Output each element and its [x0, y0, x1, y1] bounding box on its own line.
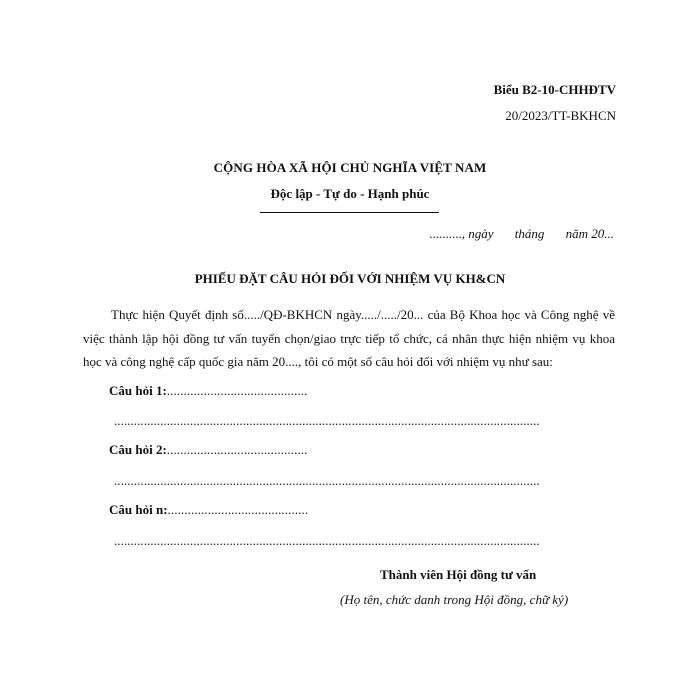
question-label-text: Câu hỏi 2:: [109, 442, 167, 457]
signer-note: (Họ tên, chức danh trong Hội đồng, chữ ký): [340, 592, 569, 607]
question-1-label: [109, 383, 308, 399]
form-code: Biểu B2-10-CHHĐTV: [493, 82, 616, 97]
question-2-answer-line: .................................................................................................................................: [114, 473, 540, 488]
question-label-dots: ..........................................: [167, 502, 309, 517]
date-place: ..........,: [429, 226, 465, 241]
question-1-answer-line: .................................................................................................................................: [114, 413, 540, 428]
circular-reference: 20/2023/TT-BKHCN: [505, 108, 616, 123]
date-day-label: ngày: [468, 226, 494, 241]
date-line: [429, 226, 614, 242]
signer-title: Thành viên Hội đồng tư vấn: [380, 567, 537, 582]
question-n-answer-line: .................................................................................................................................: [114, 533, 540, 548]
question-label-dots: ..........................................: [166, 383, 308, 398]
document-title: PHIẾU ĐẶT CÂU HỎI ĐỐI VỚI NHIỆM VỤ KH&CN: [194, 271, 506, 286]
date-month-label: tháng: [514, 226, 545, 241]
question-n-label: [109, 502, 308, 518]
question-label-text: Câu hỏi n:: [109, 502, 168, 517]
question-label-text: Câu hỏi 1:: [109, 383, 167, 398]
question-2-label: [109, 442, 308, 458]
intro-paragraph: Thực hiện Quyết định số...../QĐ-BKHCN ngày...../...../20... của Bộ Khoa học và Công nghệ về việc thành lập hội đồng tư vấn tuyển chọn/giao trực tiếp tổ chức, cá nhân thực hiện nhiệm vụ khoa học và công nghệ cấp quốc gia năm 20...., tôi có một số câu hỏi đối với nhiệm vụ như sau:: [83, 307, 615, 369]
motto-underline: [260, 212, 439, 213]
date-year-label: năm 20...: [565, 226, 614, 241]
question-label-dots: ..........................................: [166, 442, 308, 457]
national-title: CỘNG HÒA XÃ HỘI CHỦ NGHĨA VIỆT NAM: [213, 160, 487, 175]
motto: Độc lập - Tự do - Hạnh phúc: [270, 186, 430, 201]
